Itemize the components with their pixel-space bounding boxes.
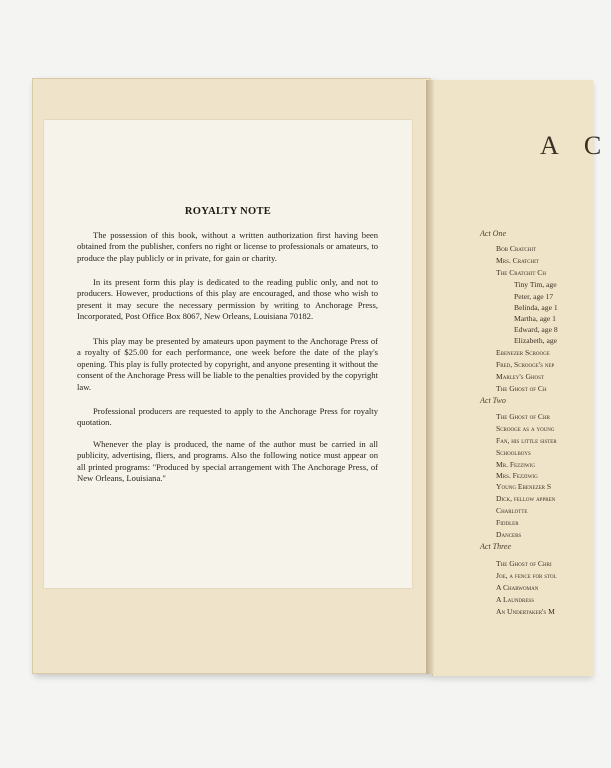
cast-line: Schoolboys	[496, 448, 531, 457]
cast-line: Fiddler	[496, 518, 519, 527]
cast-line: Edward, age 8	[514, 325, 558, 334]
cast-line: Elizabeth, age	[514, 336, 558, 345]
note-paragraph-1: The possession of this book, without a written authorization first having been obtained from the publisher, confers no right or license to professionals or amateurs, to produce the play publicly or in private, for gain or charity.	[77, 230, 378, 263]
cast-line: Young Ebenezer S	[496, 482, 552, 491]
cast-line: Peter, age 17	[514, 292, 554, 301]
cast-line: The Ghost of Chr	[496, 412, 550, 421]
cast-line: A Laundress	[496, 595, 534, 604]
note-paragraph-4: Professional producers are requested to apply to the Anchorage Press for royalty quotation.	[77, 406, 378, 428]
note-paragraph-2: In its present form this play is dedicated to the reading public only, and not to producers. However, productions of this play are encouraged, and those who wish to present it may secure the necessary permission by writing to Anchorage Press, Incorporated, Post Office Box 8067, New Orleans, Louisiana 70182.	[77, 277, 378, 322]
cast-line: The Cratchit Ch	[496, 268, 546, 277]
cast-line: Fred, Scrooge's nep	[496, 360, 555, 369]
cast-line: Mrs. Cratchit	[496, 256, 539, 265]
cast-line: A Charwoman	[496, 583, 539, 592]
note-paragraph-3: This play may be presented by amateurs upon payment to the Anchorage Press of a royalty of $25.00 for each performance, one week before the date of the play's opening. This play is fully protected by copyright, and anyone presenting it without the consent of the Anchorage Press will be liable to the penalties provided by the copyright law.	[77, 336, 378, 392]
cast-line: Marley's Ghost	[496, 372, 545, 381]
cast-line: An Undertaker's M	[496, 607, 555, 616]
cast-line: The Ghost of Ch	[496, 384, 547, 393]
cast-line: Scrooge as a young	[496, 424, 555, 433]
note-paragraph-5: Whenever the play is produced, the name of the author must be carried in all publicity, advertising, fliers, and programs. Also the following notice must appear on all printed programs: "Produced by special arrangement with The Anchorage Press, of New Orleans, Louisiana."	[77, 439, 378, 484]
cast-line: Bob Cratchit	[496, 244, 537, 253]
cast-line: The Ghost of Chri	[496, 559, 552, 568]
cast-line: Dancers	[496, 530, 522, 539]
act-one-label: Act One	[480, 229, 506, 238]
cast-line: Dick, fellow appren	[496, 494, 556, 503]
cast-line: Martha, age 1	[514, 314, 556, 323]
act-two-label: Act Two	[480, 396, 506, 405]
book-gutter	[426, 80, 434, 674]
note-title: ROYALTY NOTE	[184, 206, 272, 217]
cast-line: Ebenezer Scrooge	[496, 348, 550, 357]
cast-line: Charlotte	[496, 506, 528, 515]
cast-line: Tiny Tim, age	[514, 280, 557, 289]
cast-line: Mr. Fezziwig	[496, 460, 535, 469]
act-three-label: Act Three	[480, 542, 512, 551]
cast-heading: A C	[540, 131, 611, 160]
cast-line: Belinda, age 1	[514, 303, 558, 312]
royalty-note-sheet	[44, 120, 412, 588]
cast-line: Mrs. Fezziwig	[496, 471, 538, 480]
cast-line: Fan, his little sister	[496, 436, 557, 445]
cast-line: Joe, a fence for stol	[496, 571, 557, 580]
